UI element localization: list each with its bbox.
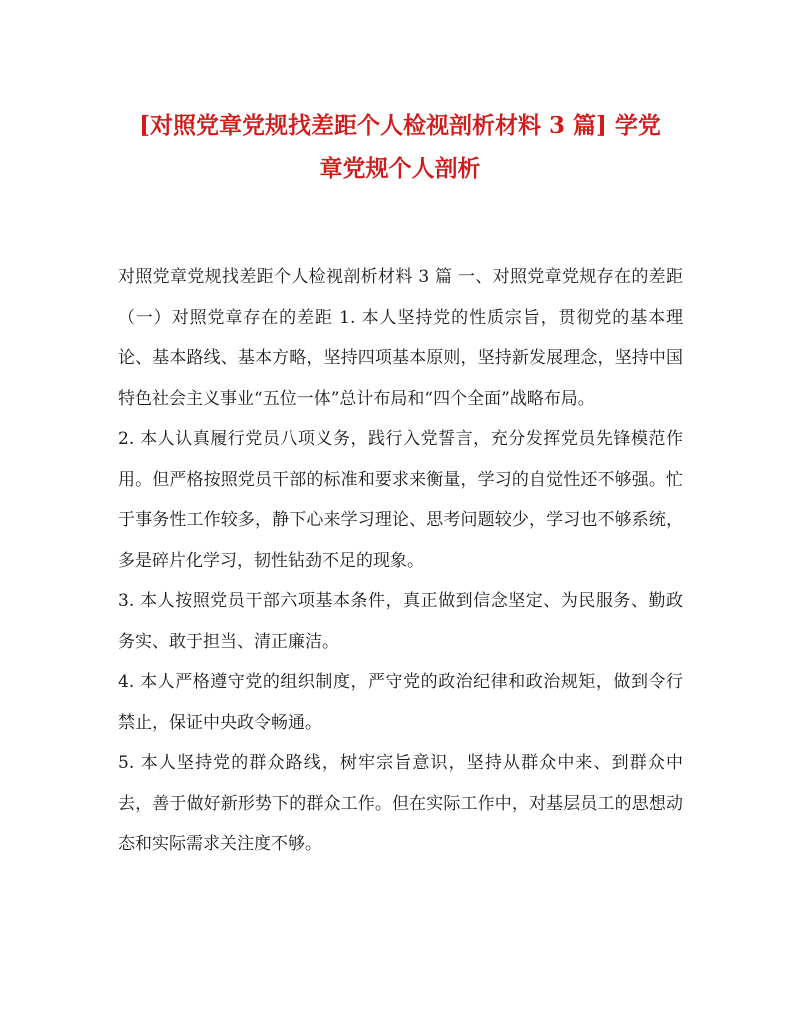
document-body xyxy=(118,257,683,865)
title-line-2: 章党规个人剖析 xyxy=(319,155,481,182)
paragraph-5: 5. 本人坚持党的群众路线，树牢宗旨意识，坚持从群众中来、到群众中去，善于做好新形势下的群众工作。但在实际工作中，对基层员工的思想动态和实际需求关注度不够。 xyxy=(118,753,683,854)
paragraph-1: 对照党章党规找差距个人检视剖析材料 3 篇 一、对照党章党规存在的差距 （一）对照党章存在的差距 1. 本人坚持党的性质宗旨，贯彻党的基本理论、基本路线、基本方略，坚持四项基本原则，坚持新发展理念，坚持中国特色社会主义事业“五位一体”总计布局和“四个全面”战略布局。 xyxy=(118,267,683,409)
paragraph-2: 2. 本人认真履行党员八项义务，践行入党誓言，充分发挥党员先锋模范作用。但严格按照党员干部的标准和要求来衡量，学习的自觉性还不够强。忙于事务性工作较多，静下心来学习理论、思考问题较少，学习也不够系统，多是碎片化学习，韧性钻劲不足的现象。 xyxy=(118,429,683,571)
paragraph-4: 4. 本人严格遵守党的组织制度，严守党的政治纪律和政治规矩，做到令行禁止，保证中央政令畅通。 xyxy=(118,672,683,733)
title-line-1: [对照党章党规找差距个人检视剖析材料 3 篇] 学党 xyxy=(139,112,661,139)
document-title xyxy=(100,104,700,190)
paragraph-3: 3. 本人按照党员干部六项基本条件，真正做到信念坚定、为民服务、勤政务实、敢于担当、清正廉洁。 xyxy=(118,591,683,652)
